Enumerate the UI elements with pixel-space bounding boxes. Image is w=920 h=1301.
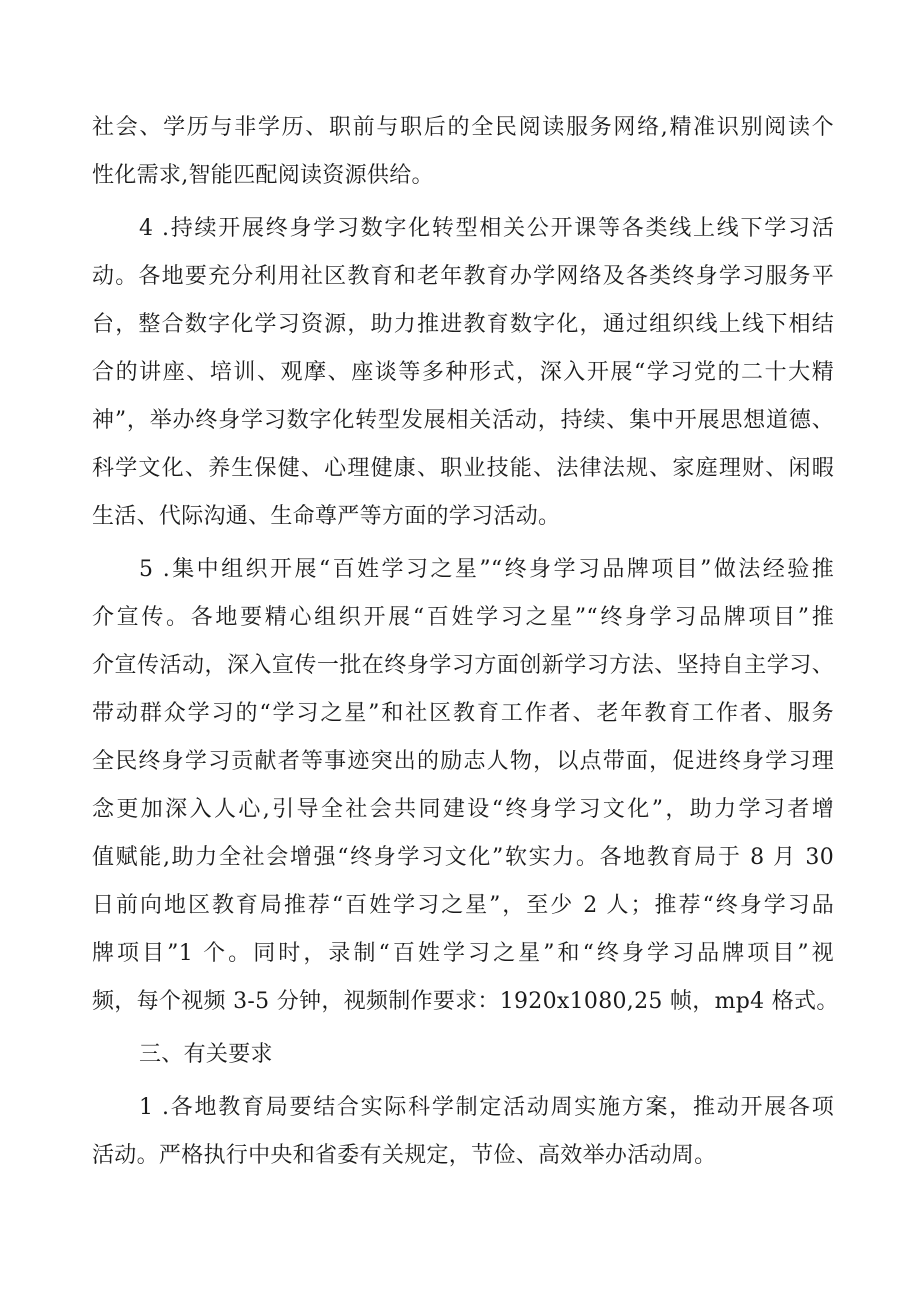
list-item-4-heading: 4 .持续开展终身学习数字化转型相关公开课等各类线上线下学习活 <box>139 216 834 241</box>
paragraph-line: 性化需求,智能匹配阅读资源供给。 <box>92 163 434 188</box>
paragraph-line: 台，整合数字化学习资源，助力推进教育数字化，通过组织线上线下相结 <box>92 312 834 337</box>
paragraph-line: 介宣传。各地要精心组织开展“百姓学习之星”“终身学习品牌项目”推 <box>92 605 834 630</box>
paragraph-line: 合的讲座、培训、观摩、座谈等多种形式，深入开展“学习党的二十大精 <box>92 360 834 385</box>
paragraph-line: 社会、学历与非学历、职前与职后的全民阅读服务网络,精准识别阅读个 <box>92 115 834 140</box>
list-item-5-heading: 5 .集中组织开展“百姓学习之星”“终身学习品牌项目”做法经验推 <box>139 557 834 582</box>
paragraph-line: 带动群众学习的“学习之星”和社区教育工作者、老年教育工作者、服务 <box>92 701 834 726</box>
section-heading: 三、有关要求 <box>139 1042 273 1067</box>
paragraph-line: 念更加深入人心,引导全社会共同建设“终身学习文化”，助力学习者增 <box>92 797 834 822</box>
paragraph-line: 日前向地区教育局推荐“百姓学习之星”，至少 2 人；推荐“终身学习品 <box>92 893 834 918</box>
paragraph-line: 值赋能,助力全社会增强“终身学习文化”软实力。各地教育局于 8 月 30 <box>92 845 834 870</box>
paragraph-line: 全民终身学习贡献者等事迹突出的励志人物，以点带面，促进终身学习理 <box>92 749 834 774</box>
paragraph-line: 频，每个视频 3-5 分钟，视频制作要求：1920x1080,25 帧，mp4 格式。 <box>92 989 839 1014</box>
paragraph-line: 动。各地要充分利用社区教育和老年教育办学网络及各类终身学习服务平 <box>92 264 834 289</box>
paragraph-line: 生活、代际沟通、生命尊严等方面的学习活动。 <box>92 504 561 529</box>
paragraph-line: 活动。严格执行中央和省委有关规定，节俭、高效举办活动周。 <box>92 1143 717 1168</box>
paragraph-line: 牌项目”1 个。同时，录制“百姓学习之星”和“终身学习品牌项目”视 <box>92 941 834 966</box>
paragraph-line: 科学文化、养生保健、心理健康、职业技能、法律法规、家庭理财、闲暇 <box>92 456 834 481</box>
paragraph-line: 介宣传活动，深入宣传一批在终身学习方面创新学习方法、坚持自主学习、 <box>92 653 834 678</box>
list-item-1-heading: 1 .各地教育局要结合实际科学制定活动周实施方案，推动开展各项 <box>139 1095 834 1120</box>
paragraph-line: 神”，举办终身学习数字化转型发展相关活动，持续、集中开展思想道德、 <box>92 408 834 433</box>
